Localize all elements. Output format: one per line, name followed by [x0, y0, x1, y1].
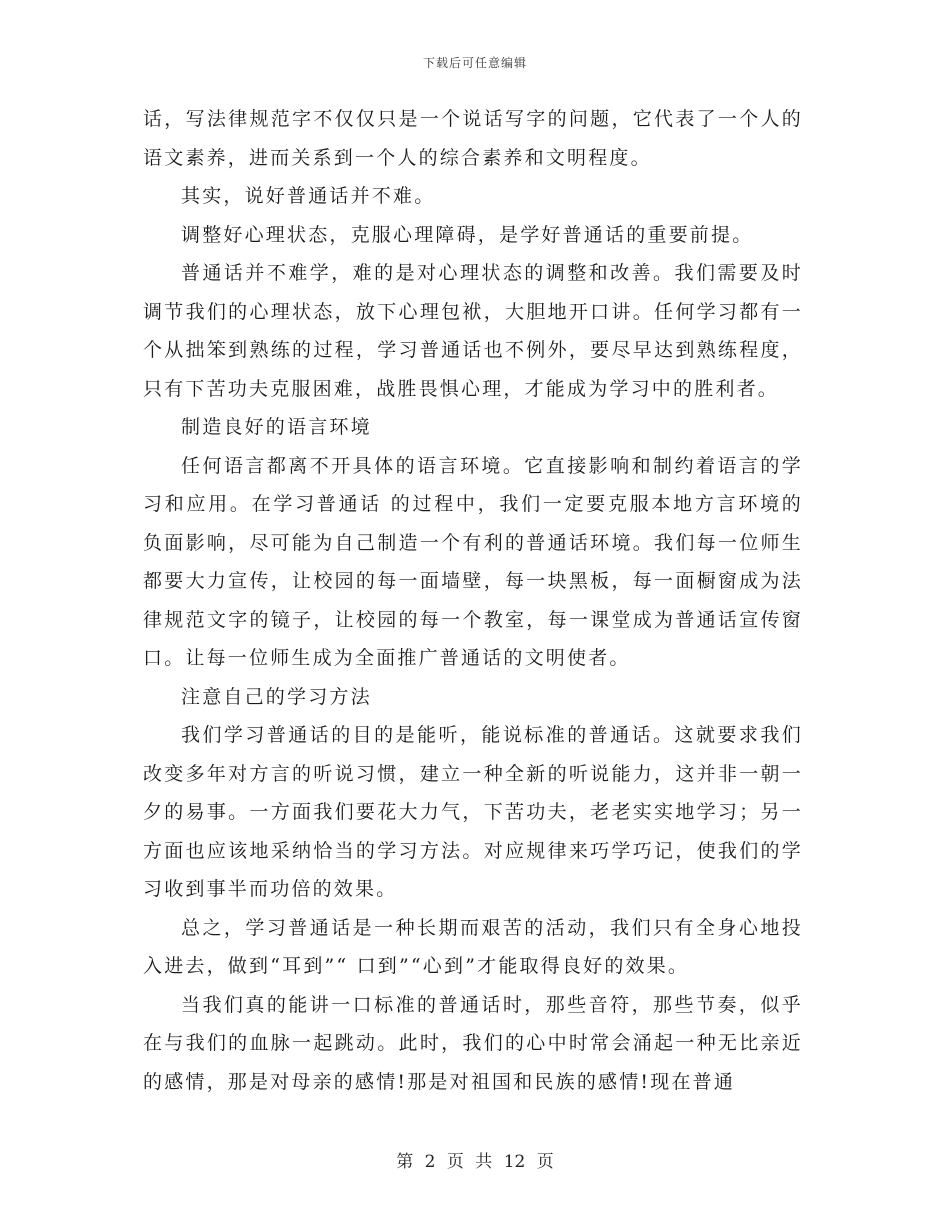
paragraph-6: 任何语言都离不开具体的语言环境。它直接影响和制约着语言的学习和应用。在学习普通话 的过程中，我们一定要克服本地方言环境的负面影响，尽可能为自己制造一个有利的普通话环境。我们每一位师生都要大力宣传，让校园的每一面墙壁，每一块黑板，每一面橱窗成为法律规范文字的镜子，让校园的每一个教室，每一课堂成为普通话宣传窗口。让每一位师生成为全面推广普通话的文明使者。 — [143, 454, 803, 669]
section-heading-learning-method: 注意自己的学习方法 — [181, 685, 372, 708]
paragraph-1: 话，写法律规范字不仅仅只是一个说话写字的问题，它代表了一个人的语文素养，进而关系到一个人的综合素养和文明程度。 — [143, 108, 803, 169]
paragraph-8: 我们学习普通话的目的是能听，能说标准的普通话。这就要求我们改变多年对方言的听说习惯，建立一种全新的听说能力，这并非一朝一夕的易事。一方面我们要花大力气，下苦功夫，老老实实地学习；另一方面也应该地采纳恰当的学习方法。对应规律来巧学巧记，使我们的学习收到事半而功倍的效果。 — [143, 724, 803, 900]
paragraph-2: 其实，说好普通话并不难。 — [181, 185, 436, 207]
paragraph-4: 普通话并不难学，难的是对心理状态的调整和改善。我们需要及时调节我们的心理状态，放下心理包袱，大胆地开口讲。任何学习都有一个从拙笨到熟练的过程，学习普通话也不例外，要尽早达到熟练程度，只有下苦功夫克服困难，战胜畏惧心理，才能成为学习中的胜利者。 — [143, 262, 803, 400]
page-header: 下载后可任意编辑 — [422, 56, 527, 70]
page-number-footer: 第 2 页 共 12 页 — [396, 1152, 554, 1172]
paragraph-10: 当我们真的能讲一口标准的普通话时，那些音符，那些节奏，似乎在与我们的血脉一起跳动。此时，我们的心中时常会涌起一种无比亲近的感情，那是对母亲的感情!那是对祖国和民族的感情!现在普通 — [143, 993, 803, 1093]
document-body — [143, 100, 803, 1101]
section-heading-language-environment: 制造良好的语言环境 — [181, 416, 372, 438]
paragraph-3: 调整好心理状态，克服心理障碍，是学好普通话的重要前提。 — [181, 223, 754, 246]
paragraph-9: 总之，学习普通话是一种长期而艰苦的活动，我们只有全身心地投入进去，做到“耳到”“ 口到”“心到”才能取得良好的效果。 — [143, 916, 803, 977]
